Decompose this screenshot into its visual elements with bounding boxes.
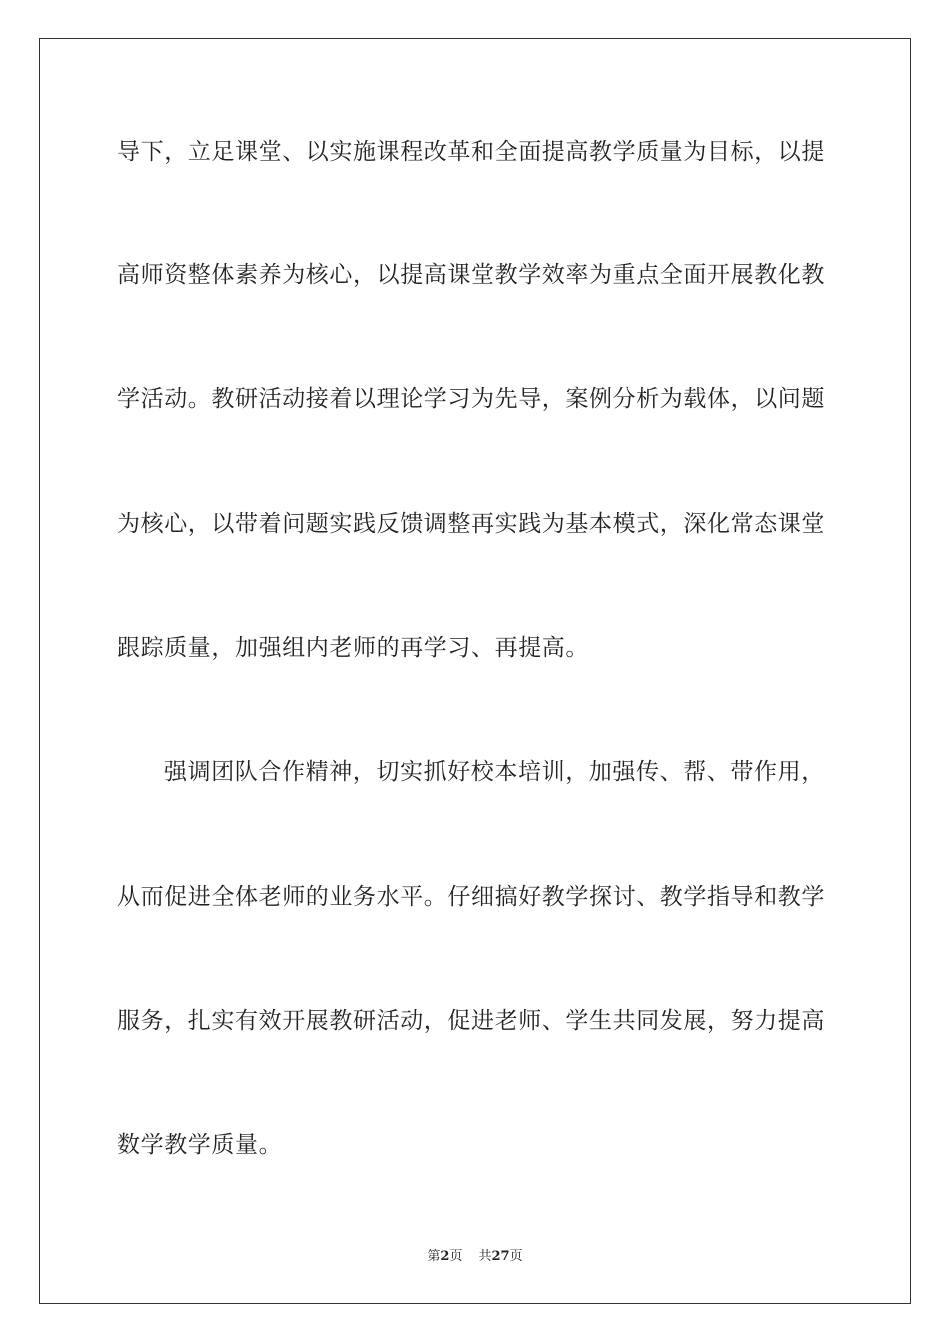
page-prefix: 第 <box>427 1249 441 1264</box>
text-line: 为核心，以带着问题实践反馈调整再实践为基本模式，深化常态课堂 <box>117 511 825 537</box>
text-line: 学活动。教研活动接着以理论学习为先导，案例分析为载体，以问题 <box>117 386 825 412</box>
total-suffix: 页 <box>509 1249 523 1264</box>
text-line: 数学教学质量。 <box>117 1132 283 1158</box>
page-footer <box>0 1248 950 1266</box>
text-line: 从而促进全体老师的业务水平。仔细搞好教学探讨、教学指导和教学 <box>117 884 825 910</box>
page-number: 2 <box>440 1249 450 1264</box>
total-prefix: 共 <box>478 1249 492 1264</box>
text-line: 导下，立足课堂、以实施课程改革和全面提高教学质量为目标，以提 <box>117 139 825 165</box>
total-pages: 27 <box>491 1249 510 1264</box>
text-line: 服务，扎实有效开展教研活动，促进老师、学生共同发展，努力提高 <box>117 1008 825 1034</box>
text-line: 高师资整体素养为核心，以提高课堂教学效率为重点全面开展教化教 <box>117 262 825 288</box>
text-line: 跟踪质量，加强组内老师的再学习、再提高。 <box>117 635 589 661</box>
paragraph-start-line: 强调团队合作精神，切实抓好校本培训，加强传、帮、带作用， <box>164 759 825 785</box>
page-suffix: 页 <box>449 1249 463 1264</box>
page-border <box>39 38 911 1304</box>
